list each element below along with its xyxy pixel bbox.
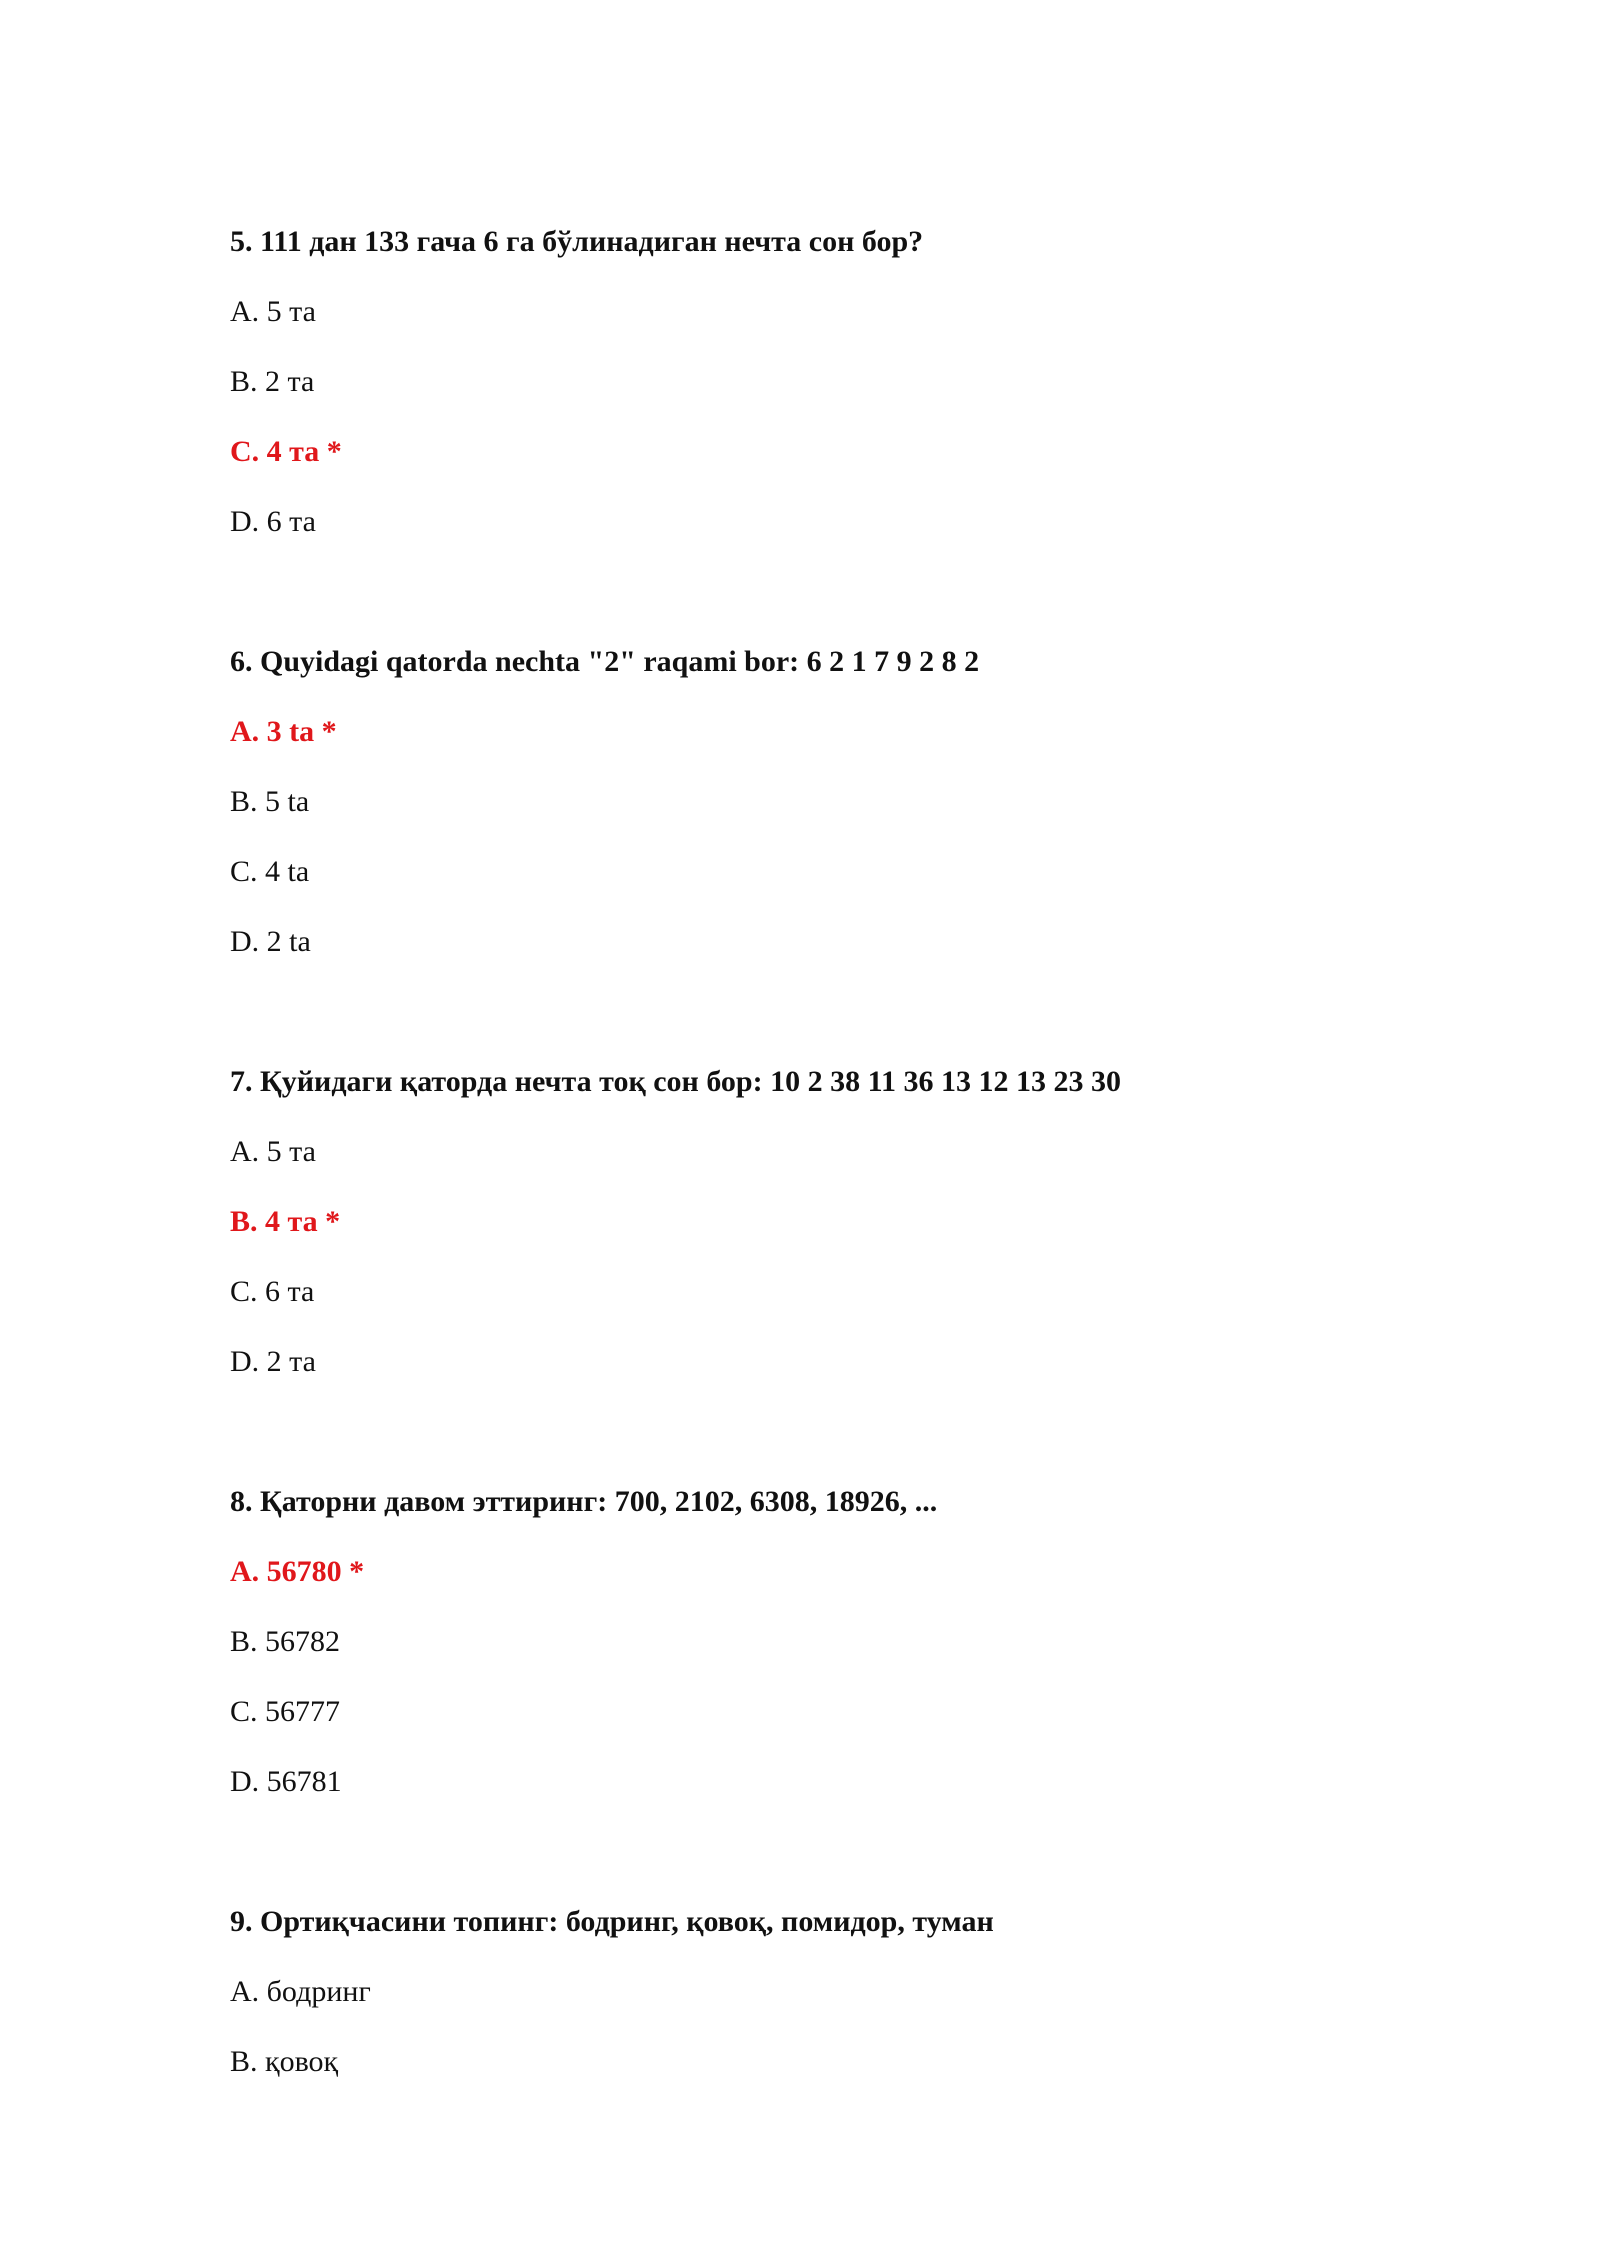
question-9-text: 9. Ортиқчасини топинг: бодринг, қовоқ, помидор, туман: [230, 1905, 994, 1938]
question-8-option-d: D. 56781: [230, 1765, 342, 1798]
question-7-option-b-correct: B. 4 та *: [230, 1205, 341, 1238]
question-7-option-d: D. 2 та: [230, 1345, 316, 1378]
question-6-option-d: D. 2 ta: [230, 925, 311, 958]
question-7-text: 7. Қуйидаги қаторда нечта тоқ сон бор: 10 2 38 11 36 13 12 13 23 30: [230, 1065, 1121, 1098]
question-8-option-a-correct: A. 56780 *: [230, 1555, 365, 1588]
question-5-text: 5. 111 дан 133 гача 6 га бўлинадиган нечта сон бор?: [230, 225, 924, 258]
question-8-option-b: B. 56782: [230, 1625, 341, 1658]
question-8-text: 8. Қаторни давом эттиринг: 700, 2102, 6308, 18926, ...: [230, 1485, 938, 1518]
question-6-option-b: B. 5 ta: [230, 785, 310, 818]
question-5-option-c-correct: C. 4 та *: [230, 435, 342, 468]
question-7-option-c: C. 6 та: [230, 1275, 315, 1308]
question-8-option-c: C. 56777: [230, 1695, 341, 1728]
question-6-option-c: C. 4 ta: [230, 855, 310, 888]
question-6-text: 6. Quyidagi qatorda nechta "2" raqami bor: 6 2 1 7 9 2 8 2: [230, 645, 980, 678]
question-9-option-b: B. қовоқ: [230, 2045, 339, 2078]
question-9-option-a: A. бодринг: [230, 1975, 371, 2008]
question-5-option-b: B. 2 та: [230, 365, 315, 398]
question-5-option-d: D. 6 та: [230, 505, 316, 538]
question-6-option-a-correct: A. 3 ta *: [230, 715, 337, 748]
question-5-option-a: A. 5 та: [230, 295, 316, 328]
question-7-option-a: A. 5 та: [230, 1135, 316, 1168]
